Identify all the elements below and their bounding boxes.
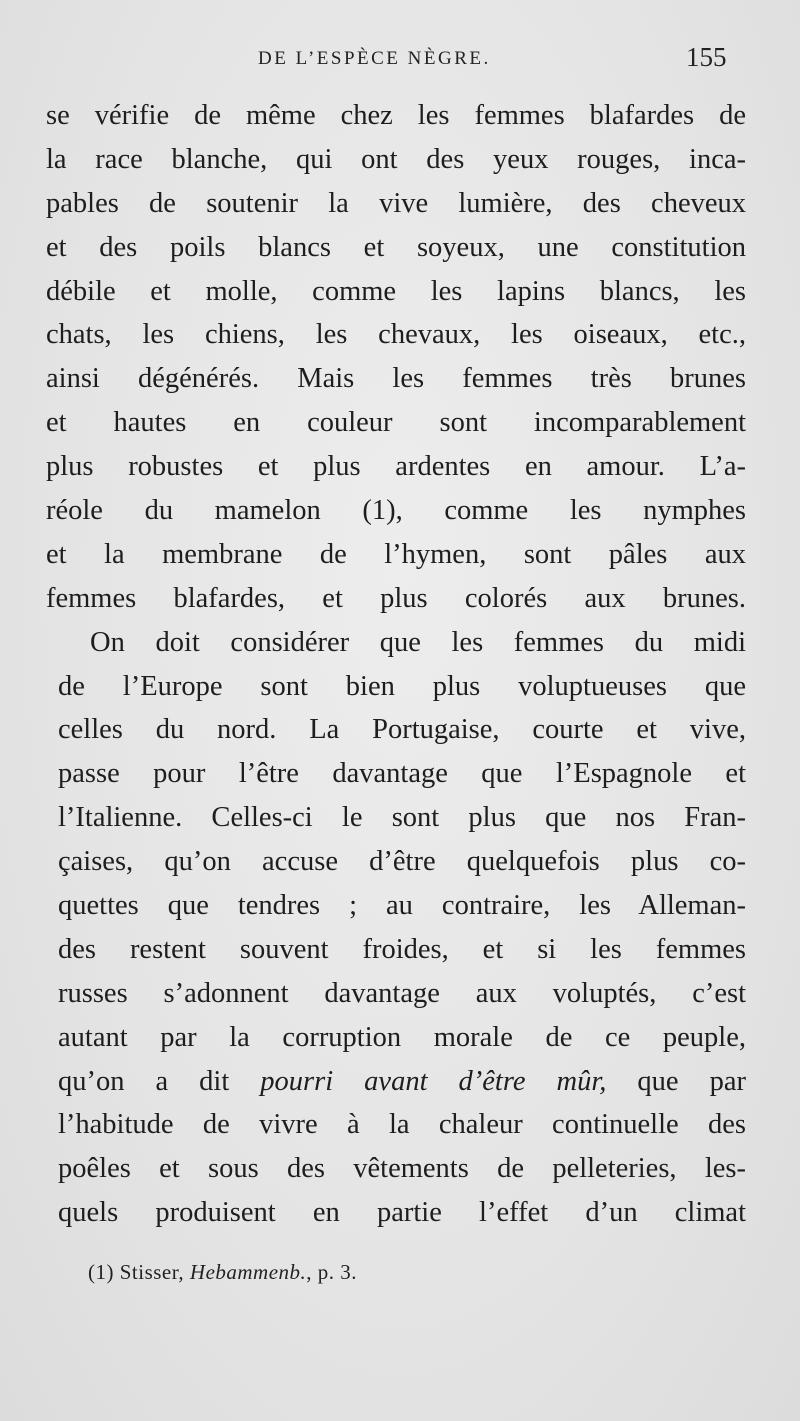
text-line: se vérifie de même chez les femmes blafardes de bbox=[46, 100, 746, 131]
text-line: femmes blafardes, et plus colorés aux brunes. bbox=[46, 582, 746, 614]
text-line: de l’Europe sont bien plus voluptueuses que bbox=[58, 670, 746, 702]
footnote bbox=[88, 1260, 357, 1285]
text-line: quels produisent en partie l’effet d’un climat bbox=[58, 1197, 746, 1229]
text-line: et hautes en couleur sont incomparablement bbox=[46, 407, 746, 439]
text-line: la race blanche, qui ont des yeux rouges, inca- bbox=[46, 143, 746, 175]
text-line: celles du nord. La Portugaise, courte et vive, bbox=[58, 714, 746, 746]
italic-phrase: pourri avant d’être mûr, bbox=[260, 1065, 607, 1097]
text-line: l’Italienne. Celles-ci le sont plus que nos Fran- bbox=[58, 802, 746, 834]
text-line: et des poils blancs et soyeux, une constitution bbox=[46, 231, 746, 263]
footnote-rest: , p. 3. bbox=[306, 1260, 358, 1284]
text-line: quettes que tendres ; au contraire, les Alleman- bbox=[58, 890, 746, 922]
running-title: DE L’ESPÈCE NÈGRE. bbox=[258, 48, 491, 69]
text-line-paragraph-start: On doit considérer que les femmes du midi bbox=[90, 626, 746, 658]
text-line: plus robustes et plus ardentes en amour. L’a- bbox=[46, 451, 746, 483]
text-line: et la membrane de l’hymen, sont pâles aux bbox=[46, 538, 746, 570]
text-line: russes s’adonnent davantage aux voluptés, c’est bbox=[58, 977, 746, 1009]
text-line: des restent souvent froides, et si les femmes bbox=[58, 933, 746, 965]
page-number: 155 bbox=[686, 42, 727, 72]
text-line: poêles et sous des vêtements de pelleteries, les- bbox=[58, 1153, 746, 1185]
footnote-work-title: Hebammenb. bbox=[189, 1260, 307, 1284]
text-line: réole du mamelon (1), comme les nymphes bbox=[46, 495, 746, 527]
footnote-marker: (1) Stisser, bbox=[88, 1260, 185, 1284]
text-line: passe pour l’être davantage que l’Espagnole et bbox=[58, 758, 746, 790]
body-text bbox=[46, 94, 746, 1235]
text-line: chats, les chiens, les chevaux, les oiseaux, etc., bbox=[46, 319, 746, 351]
text-line: ainsi dégénérés. Mais les femmes très brunes bbox=[46, 363, 746, 395]
text-line: pables de soutenir la vive lumière, des cheveux bbox=[46, 187, 746, 219]
text-line: autant par la corruption morale de ce peuple, bbox=[58, 1021, 746, 1053]
text-line-with-italic: qu’on a dit pourri avant d’être mûr, que par bbox=[58, 1065, 746, 1097]
text-line: l’habitude de vivre à la chaleur continuelle des bbox=[58, 1109, 746, 1141]
running-head bbox=[0, 42, 800, 78]
text-line: débile et molle, comme les lapins blancs, les bbox=[46, 275, 746, 307]
text-line: çaises, qu’on accuse d’être quelquefois plus co- bbox=[58, 846, 746, 878]
